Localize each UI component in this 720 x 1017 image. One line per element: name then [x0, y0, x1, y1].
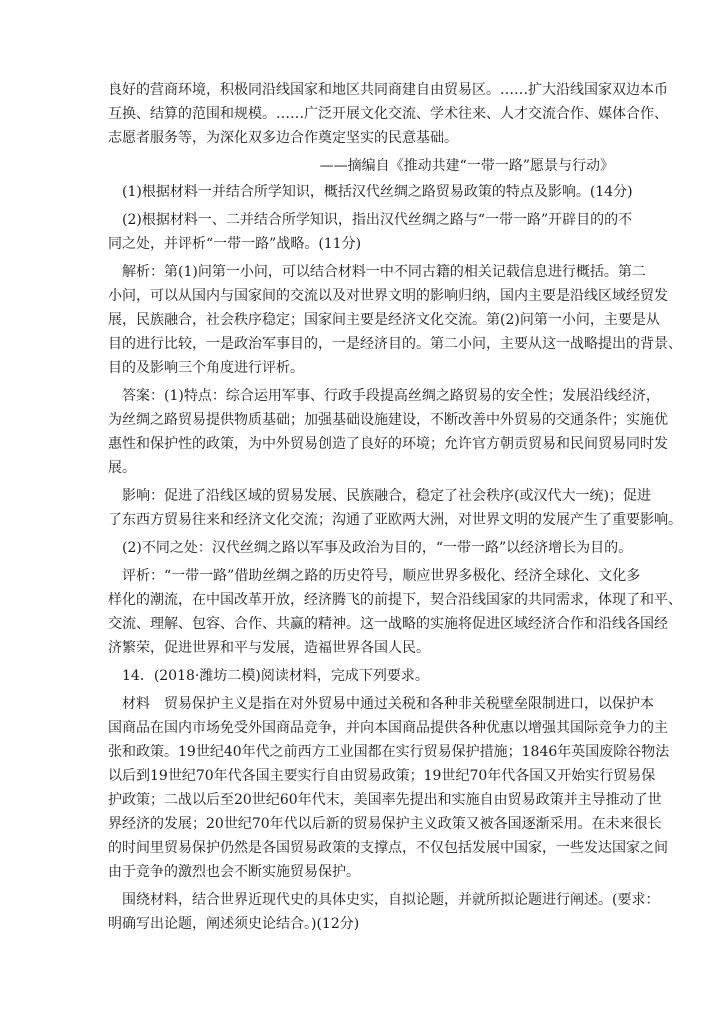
text-line: 围绕材料，结合世界近现代史的具体史实，自拟论题，并就所拟论题进行阐述。(要求：: [122, 892, 660, 908]
text-line: 良好的营商环境，积极同沿线国家和地区共同商建自由贸易区。……扩大沿线国家双边本币: [108, 82, 668, 98]
question-14: [108, 664, 614, 688]
text-line: 目的进行比较，一是政治军事目的，一是经济目的。第二小问，主要从这一战略提出的背景、: [108, 336, 682, 352]
text-line: ——摘编自《推动共建“一带一路”愿景与行动》: [319, 158, 614, 174]
text-line: 交流、理解、包容、合作、共赢的精神。这一战略的实施将促进区域经济合作和沿线各国经: [108, 616, 668, 632]
text-line: 由于竞争的激烈也会不断实施贸易保护。: [108, 864, 360, 880]
text-line: 国商品在国内市场免受外国商品竞争，并向本国商品提供各种优惠以增强其国际竞争力的主: [108, 720, 668, 736]
text-line: (2)不同之处：汉代丝绸之路以军事及政治为目的，“一带一路”以经济增长为目的。: [122, 540, 633, 556]
source-citation: [108, 154, 614, 178]
impact-paragraph: [108, 484, 682, 532]
text-line: 济繁荣，促进世界和平与发展，造福世界各国人民。: [108, 640, 430, 656]
text-line: 目的及影响三个角度进行评析。: [108, 360, 304, 376]
text-line: 护政策；二战以后至20世纪60年代末，美国率先提出和实施自由贸易政策并主导推动了世: [108, 792, 662, 808]
text-line: 答案：(1)特点：综合运用军事、行政手段提高丝绸之路贸易的安全性；发展沿线经济，: [122, 388, 660, 404]
text-line: 同之处，并评析“一带一路”战略。(11分): [108, 236, 362, 252]
text-line: 样化的潮流，在中国改革开放，经济腾飞的前提下，契合沿线国家的共同需求，体现了和平、: [108, 592, 682, 608]
text-line: 材料 贸易保护主义是指在对外贸易中通过关税和各种非关税壁垒限制进口，以保护本: [122, 696, 654, 712]
text-line: 志愿者服务等，为深化双多边合作奠定坚实的民意基础。: [108, 130, 458, 146]
text-line: (1)根据材料一并结合所学知识，概括汉代丝绸之路贸易政策的特点及影响。(14分): [122, 184, 633, 200]
text-line: 互换、结算的范围和规模。……广泛开展文化交流、学术往来、人才交流合作、媒体合作、: [108, 106, 668, 122]
text-line: 14．(2018·潍坊二模)阅读材料，完成下列要求。: [122, 668, 429, 684]
task-paragraph: [108, 888, 660, 936]
text-line: 小问，可以从国内与国家间的交流以及对世界文明的影响归纳，国内主要是沿线区域经贸发: [108, 288, 668, 304]
text-line: 界经济的发展；20世纪70年代以后新的贸易保护主义政策又被各国逐渐采用。在未来很长: [108, 816, 662, 832]
question-2: [108, 208, 633, 256]
text-line: 评析：“一带一路”借助丝绸之路的历史符号，顺应世界多极化、经济全球化、文化多: [122, 568, 641, 584]
text-line: (2)根据材料一、二并结合所学知识，指出汉代丝绸之路与“一带一路”开辟目的的不: [122, 212, 633, 228]
text-line: 明确写出论题，阐述须史论结合。)(12分): [108, 916, 360, 932]
text-line: 展。: [108, 460, 136, 476]
analysis-paragraph: [108, 260, 682, 380]
text-line: 影响：促进了沿线区域的贸易发展、民族融合，稳定了社会秩序(或汉代大一统)；促进: [122, 488, 651, 504]
text-line: 以后到19世纪70年代各国主要实行自由贸易政策；19世纪70年代各国又开始实行贸易保: [108, 768, 656, 784]
answer-paragraph: [108, 384, 668, 480]
text-line: 展，民族融合，社会秩序稳定；国家间主要是经济文化交流。第(2)问第一小问，主要是从: [108, 312, 660, 328]
document-page: [108, 78, 682, 940]
text-line: 解析：第(1)问第一小问，可以结合材料一中不同古籍的相关记载信息进行概括。第二: [122, 264, 646, 280]
text-line: 张和政策。19世纪40年代之前西方工业国都在实行贸易保护措施；1846年英国废除谷物法: [108, 744, 670, 760]
question-1: [108, 180, 633, 204]
text-line: 惠性和保护性的政策，为中外贸易创造了良好的环境；允许官方朝贡贸易和民间贸易同时发: [108, 436, 668, 452]
difference-paragraph: [108, 536, 633, 560]
text-line: 为丝绸之路贸易提供物质基础；加强基础设施建设，不断改善中外贸易的交通条件；实施优: [108, 412, 668, 428]
material-paragraph: [108, 692, 670, 884]
intro-paragraph: [108, 78, 668, 150]
evaluation-paragraph: [108, 564, 682, 660]
text-line: 了东西方贸易往来和经济文化交流；沟通了亚欧两大洲，对世界文明的发展产生了重要影响。: [108, 512, 682, 528]
text-line: 的时间里贸易保护仍然是各国贸易政策的支撑点，不仅包括发展中国家，一些发达国家之间: [108, 840, 668, 856]
